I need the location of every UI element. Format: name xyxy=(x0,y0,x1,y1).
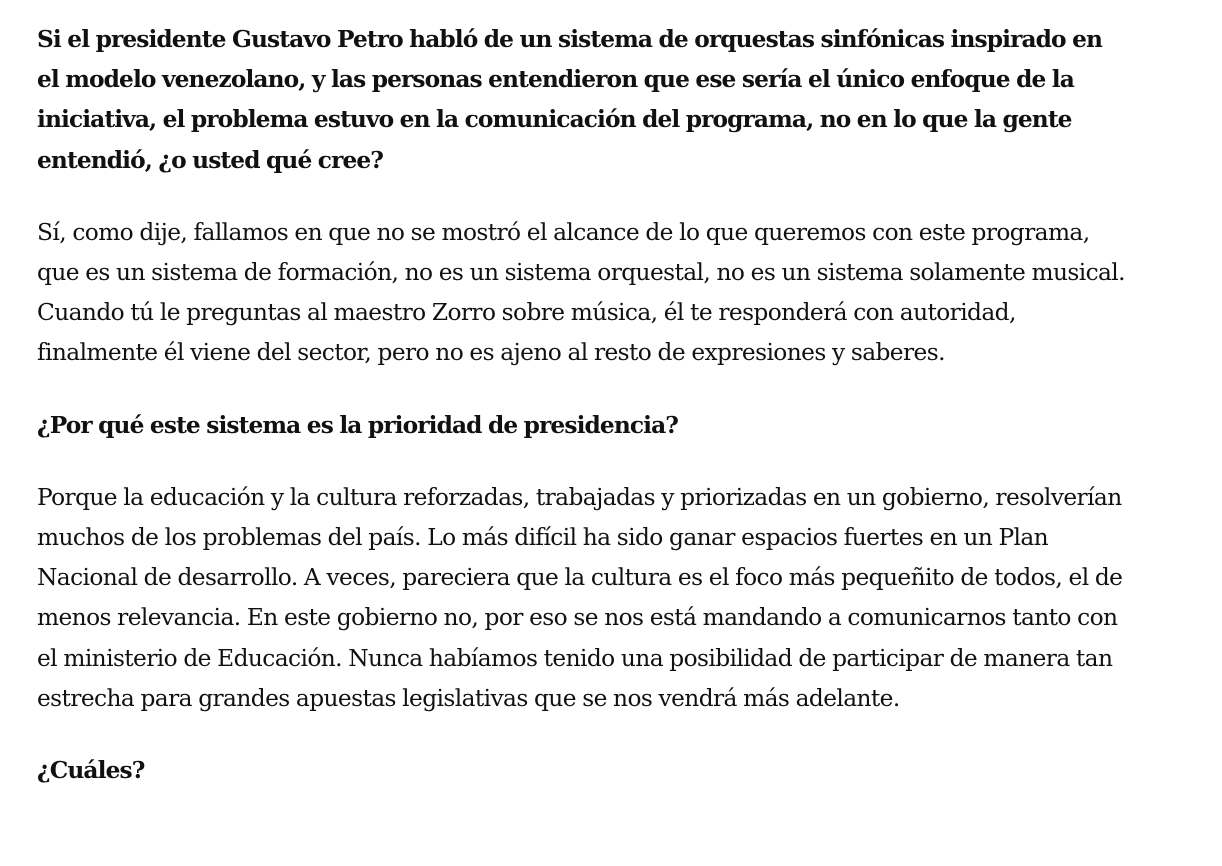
interview-question: Si el presidente Gustavo Petro habló de un sistema de orquestas sinfónicas inspirado en el modelo venezolano, y las personas entendieron que ese sería el único enfoque de la iniciativa, el problema estuvo en la comunicación del programa, no en lo que la gente entendió, ¿o usted qué cree? xyxy=(37,26,1103,174)
interview-answer: Porque la educación y la cultura reforzadas, trabajadas y priorizadas en un gobierno, resolverían muchos de los problemas del país. Lo más difícil ha sido ganar espacios fuertes en un Plan Nacional de desarrollo. A veces, pareciera que la cultura es el foco más pequeñito de todos, el de menos relevancia. En este gobierno no, por eso se nos está mandando a comunicarnos tanto con el ministerio de Educación. Nunca habíamos tenido una posibilidad de participar de manera tan estrecha para grandes apuestas legislativas que se nos vendrá más adelante. xyxy=(37,483,1123,712)
article-body xyxy=(37,20,1127,791)
interview-question: ¿Cuáles? xyxy=(37,757,145,785)
interview-answer: Sí, como dije, fallamos en que no se mostró el alcance de lo que queremos con este programa, que es un sistema de formación, no es un sistema orquestal, no es un sistema solamente musical. Cuando tú le preguntas al maestro Zorro sobre música, él te responderá con autoridad, finalmente él viene del sector, pero no es ajeno al resto de expresiones y saberes. xyxy=(37,218,1125,367)
interview-question: ¿Por qué este sistema es la prioridad de presidencia? xyxy=(37,411,679,439)
